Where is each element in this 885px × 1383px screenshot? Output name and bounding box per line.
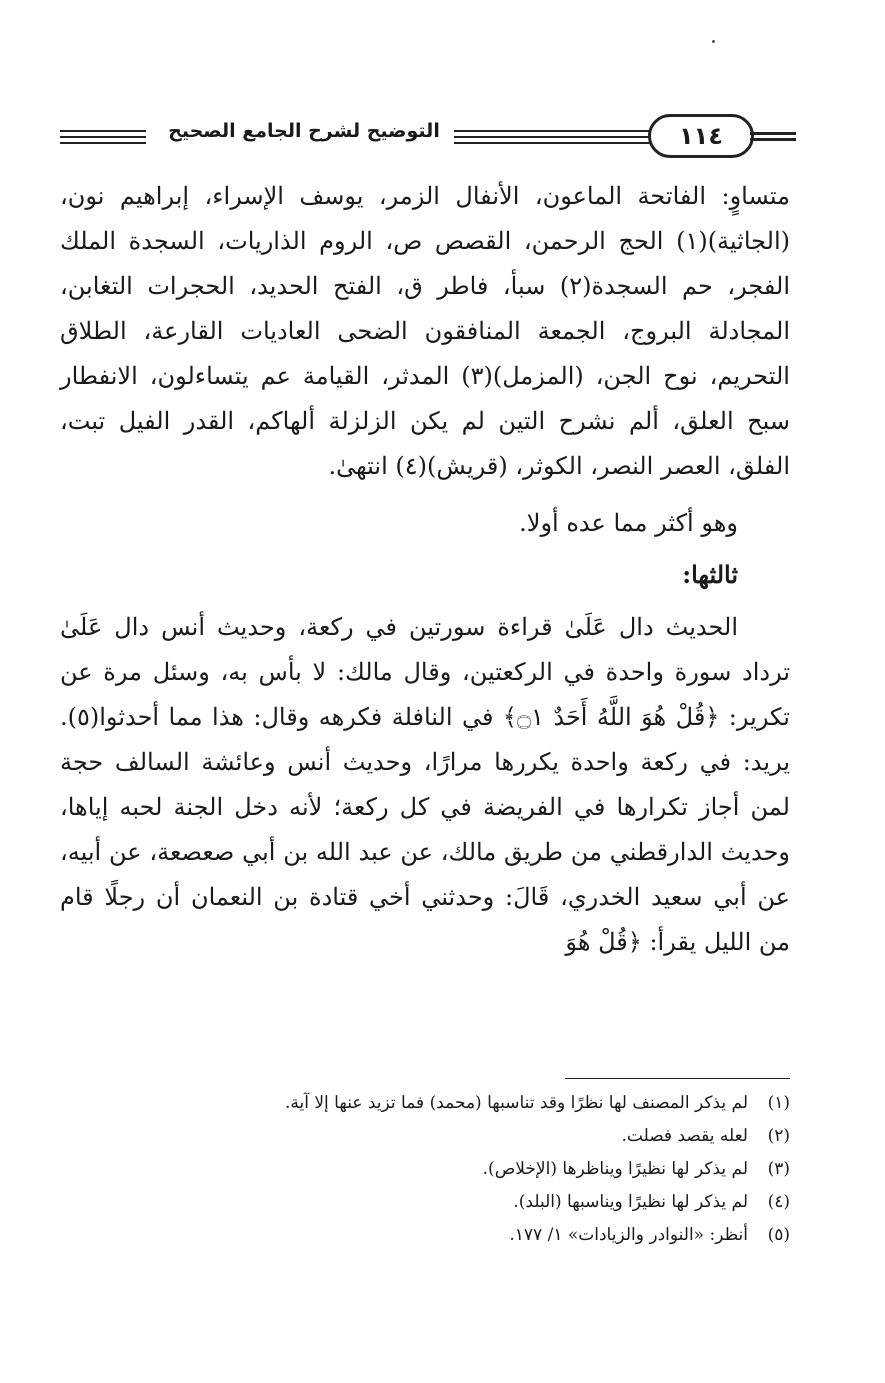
- page-number: ١١٤: [648, 114, 754, 158]
- footnote-text: لم يذكر لها نظيرًا ويناظرها (الإخلاص).: [482, 1159, 748, 1179]
- footnote-text: لعله يقصد فصلت.: [621, 1126, 748, 1146]
- footnotes: [100, 1088, 790, 1253]
- print-speck: [712, 40, 715, 43]
- running-header: [60, 112, 790, 158]
- footnote-separator: [565, 1078, 790, 1079]
- footnote-number: (٤): [767, 1192, 790, 1212]
- paragraph-hadith-discussion: الحديث دال عَلَىٰ قراءة سورتين في ركعة، وحديث أنس دال عَلَىٰ ترداد سورة واحدة في الركعتين، وقال مالك: لا بأس به، وسئل مرة عن تكرير: ﴿قُلْ هُوَ اللَّهُ أَحَدٌ ۝١﴾ في النافلة فكرهه وقال: هذا مما أحدثوا(٥). يريد: في ركعة واحدة يكررها مرارًا، وحديث أنس وعائشة السالف حجة لمن أجاز تكرارها في الفريضة في كل ركعة؛ لأنه دخل الجنة لحبه إياها، وحديث الدارقطني من طريق مالك، عن عبد الله بن أبي صعصعة، عن أبيه، عن أبي سعيد الخدري، قَالَ: وحدثني أخي قتادة بن النعمان أن رجلًا قام من الليل يقرأ: ﴿قُلْ هُوَ: [60, 613, 790, 956]
- footnote-2: [100, 1121, 790, 1152]
- paragraph-remark: وهو أكثر مما عده أولا.: [519, 509, 738, 537]
- footnote-5: [100, 1220, 790, 1251]
- header-rule-right: [750, 132, 796, 144]
- footnote-number: (٥): [767, 1225, 790, 1245]
- footnote-number: (٣): [767, 1159, 790, 1179]
- footnote-1: [100, 1088, 790, 1119]
- header-rule-left: [60, 130, 146, 148]
- main-text: [60, 174, 790, 965]
- section-heading: ثالثها:: [682, 560, 738, 589]
- footnote-number: (١): [767, 1093, 790, 1113]
- footnote-text: أنظر: «النوادر والزيادات» ١/ ١٧٧.: [509, 1225, 748, 1245]
- footnote-4: [100, 1187, 790, 1218]
- footnote-number: (٢): [767, 1126, 790, 1146]
- footnote-text: لم يذكر المصنف لها نظرًا وقد تناسبها (محمد) فما تزيد عنها إلا آية.: [284, 1093, 748, 1113]
- paragraph-surah-list: متساوٍ: الفاتحة الماعون، الأنفال الزمر، يوسف الإسراء، إبراهيم نون، (الجاثية)(١) الحج الرحمن، القصص ص، الروم الذاريات، السجدة الملك الفجر، حم السجدة(٢) سبأ، فاطر ق، الفتح الحديد، الحجرات التغابن، المجادلة البروج، الجمعة المنافقون الضحى العاديات القارعة، الطلاق التحريم، نوح الجن، (المزمل)(٣) المدثر، القيامة عم يتساءلون، الانفطار سبح العلق، ألم نشرح التين لم يكن الزلزلة ألهاكم، القدر الفيل تبت، الفلق، العصر النصر، الكوثر، (قريش)(٤) انتهىٰ.: [60, 182, 790, 480]
- footnote-text: لم يذكر لها نظيرًا ويناسبها (البلد).: [513, 1192, 748, 1212]
- book-title: التوضيح لشرح الجامع الصحيح: [168, 120, 440, 142]
- footnote-3: [100, 1154, 790, 1185]
